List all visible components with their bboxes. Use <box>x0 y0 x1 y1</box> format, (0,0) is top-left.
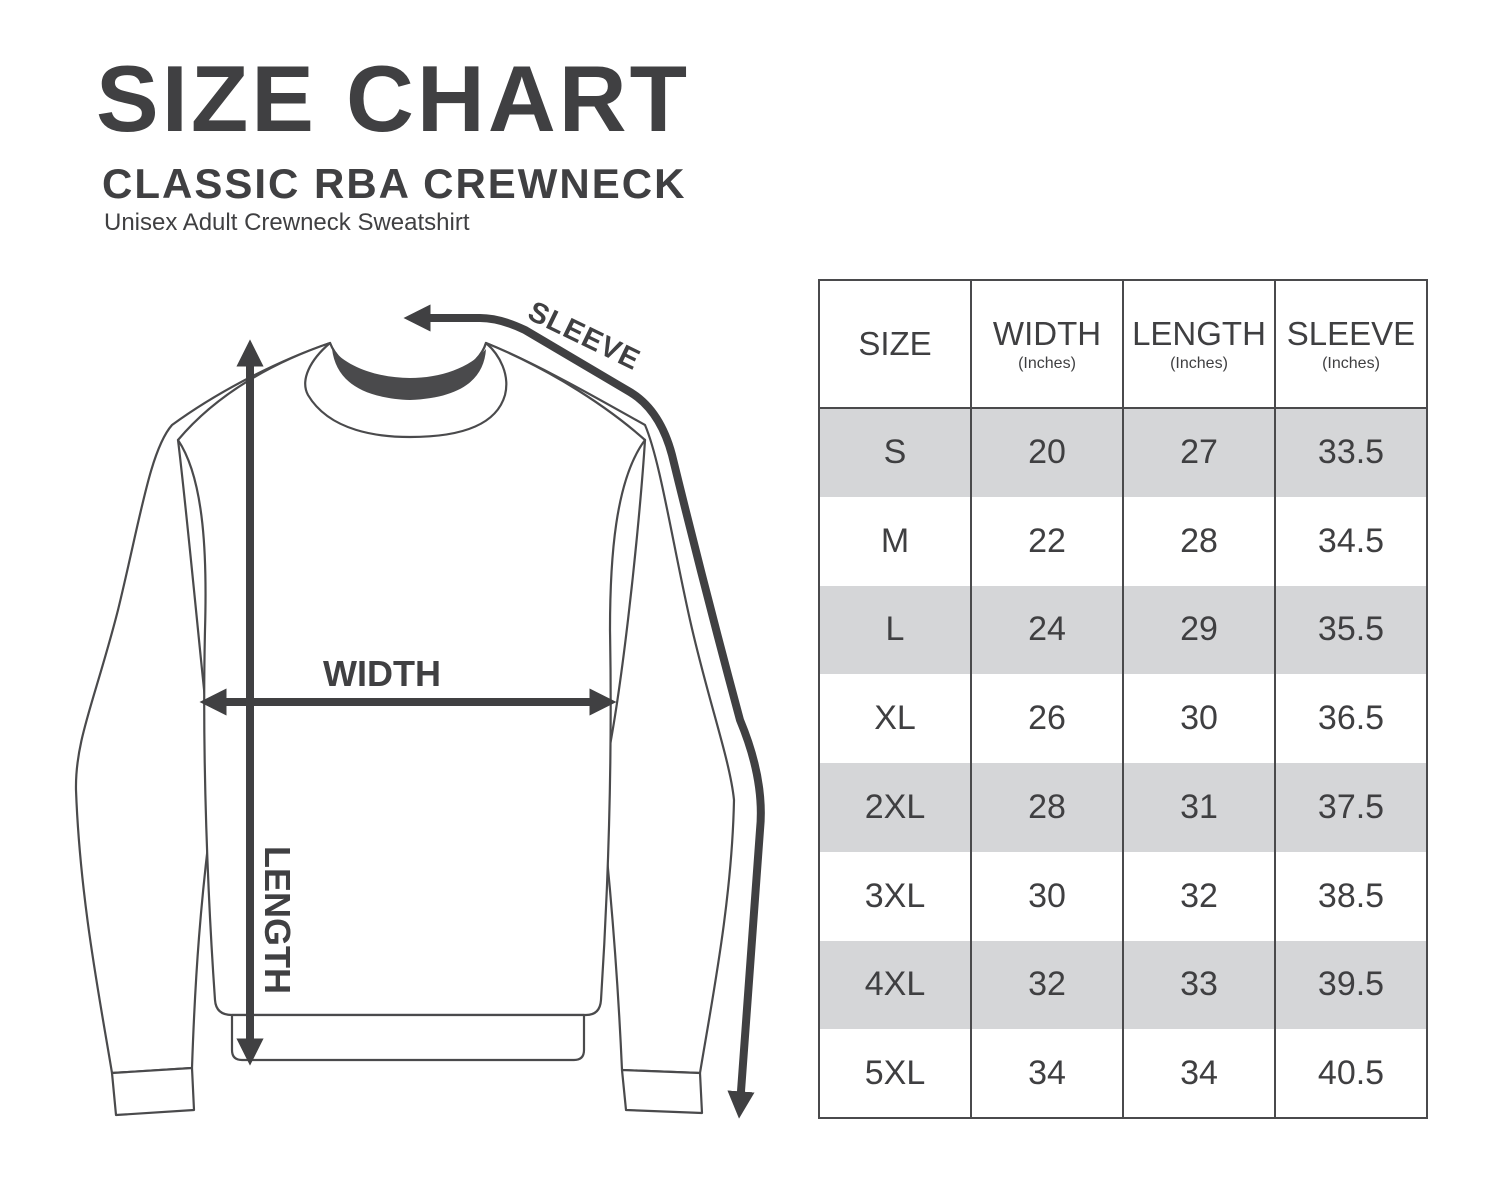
length-cell: 31 <box>1123 763 1275 852</box>
table-row <box>819 497 1427 586</box>
size-cell: M <box>819 497 971 586</box>
size-cell: 5XL <box>819 1029 971 1118</box>
width-cell: 30 <box>971 852 1123 941</box>
size-cell: 2XL <box>819 763 971 852</box>
size-cell: 3XL <box>819 852 971 941</box>
table-row <box>819 763 1427 852</box>
length-cell: 28 <box>1123 497 1275 586</box>
header-unit: (Inches) <box>1018 355 1076 372</box>
page-title: SIZE CHART <box>96 46 690 151</box>
header-label: WIDTH <box>992 315 1102 352</box>
table-row <box>819 674 1427 763</box>
length-cell: 27 <box>1123 408 1275 497</box>
sleeve-cell: 33.5 <box>1275 408 1427 497</box>
header-size <box>819 280 971 408</box>
sleeve-cell: 37.5 <box>1275 763 1427 852</box>
table-row <box>819 852 1427 941</box>
product-name: CLASSIC RBA CREWNECK <box>102 160 687 207</box>
sweatshirt-outline <box>76 343 734 1115</box>
product-description: Unisex Adult Crewneck Sweatshirt <box>104 209 470 236</box>
size-cell: S <box>819 408 971 497</box>
header-length <box>1123 280 1275 408</box>
sleeve-cell: 35.5 <box>1275 586 1427 675</box>
size-cell: L <box>819 586 971 675</box>
size-cell: XL <box>819 674 971 763</box>
sleeve-cell: 39.5 <box>1275 941 1427 1030</box>
width-cell: 20 <box>971 408 1123 497</box>
width-cell: 24 <box>971 586 1123 675</box>
length-cell: 29 <box>1123 586 1275 675</box>
table-row <box>819 408 1427 497</box>
width-cell: 34 <box>971 1029 1123 1118</box>
header-label: SLEEVE <box>1286 315 1416 352</box>
header-unit: (Inches) <box>1322 355 1380 372</box>
length-cell: 30 <box>1123 674 1275 763</box>
header-sleeve <box>1275 280 1427 408</box>
length-cell: 33 <box>1123 941 1275 1030</box>
sleeve-cell: 40.5 <box>1275 1029 1427 1118</box>
table-row <box>819 1029 1427 1118</box>
width-cell: 28 <box>971 763 1123 852</box>
length-cell: 32 <box>1123 852 1275 941</box>
table-row <box>819 586 1427 675</box>
header-width <box>971 280 1123 408</box>
width-cell: 32 <box>971 941 1123 1030</box>
length-cell: 34 <box>1123 1029 1275 1118</box>
header-label: LENGTH <box>1132 315 1266 352</box>
table-row <box>819 941 1427 1030</box>
width-cell: 26 <box>971 674 1123 763</box>
width-label: WIDTH <box>323 653 441 694</box>
sleeve-cell: 38.5 <box>1275 852 1427 941</box>
header-label: SIZE <box>858 325 932 362</box>
header-unit: (Inches) <box>1170 355 1228 372</box>
length-label: LENGTH <box>257 846 298 994</box>
sleeve-label: SLEEVE <box>522 295 646 377</box>
sleeve-cell: 36.5 <box>1275 674 1427 763</box>
width-cell: 22 <box>971 497 1123 586</box>
size-table <box>818 279 1428 1119</box>
table-header-row <box>819 280 1427 408</box>
sleeve-cell: 34.5 <box>1275 497 1427 586</box>
size-cell: 4XL <box>819 941 971 1030</box>
